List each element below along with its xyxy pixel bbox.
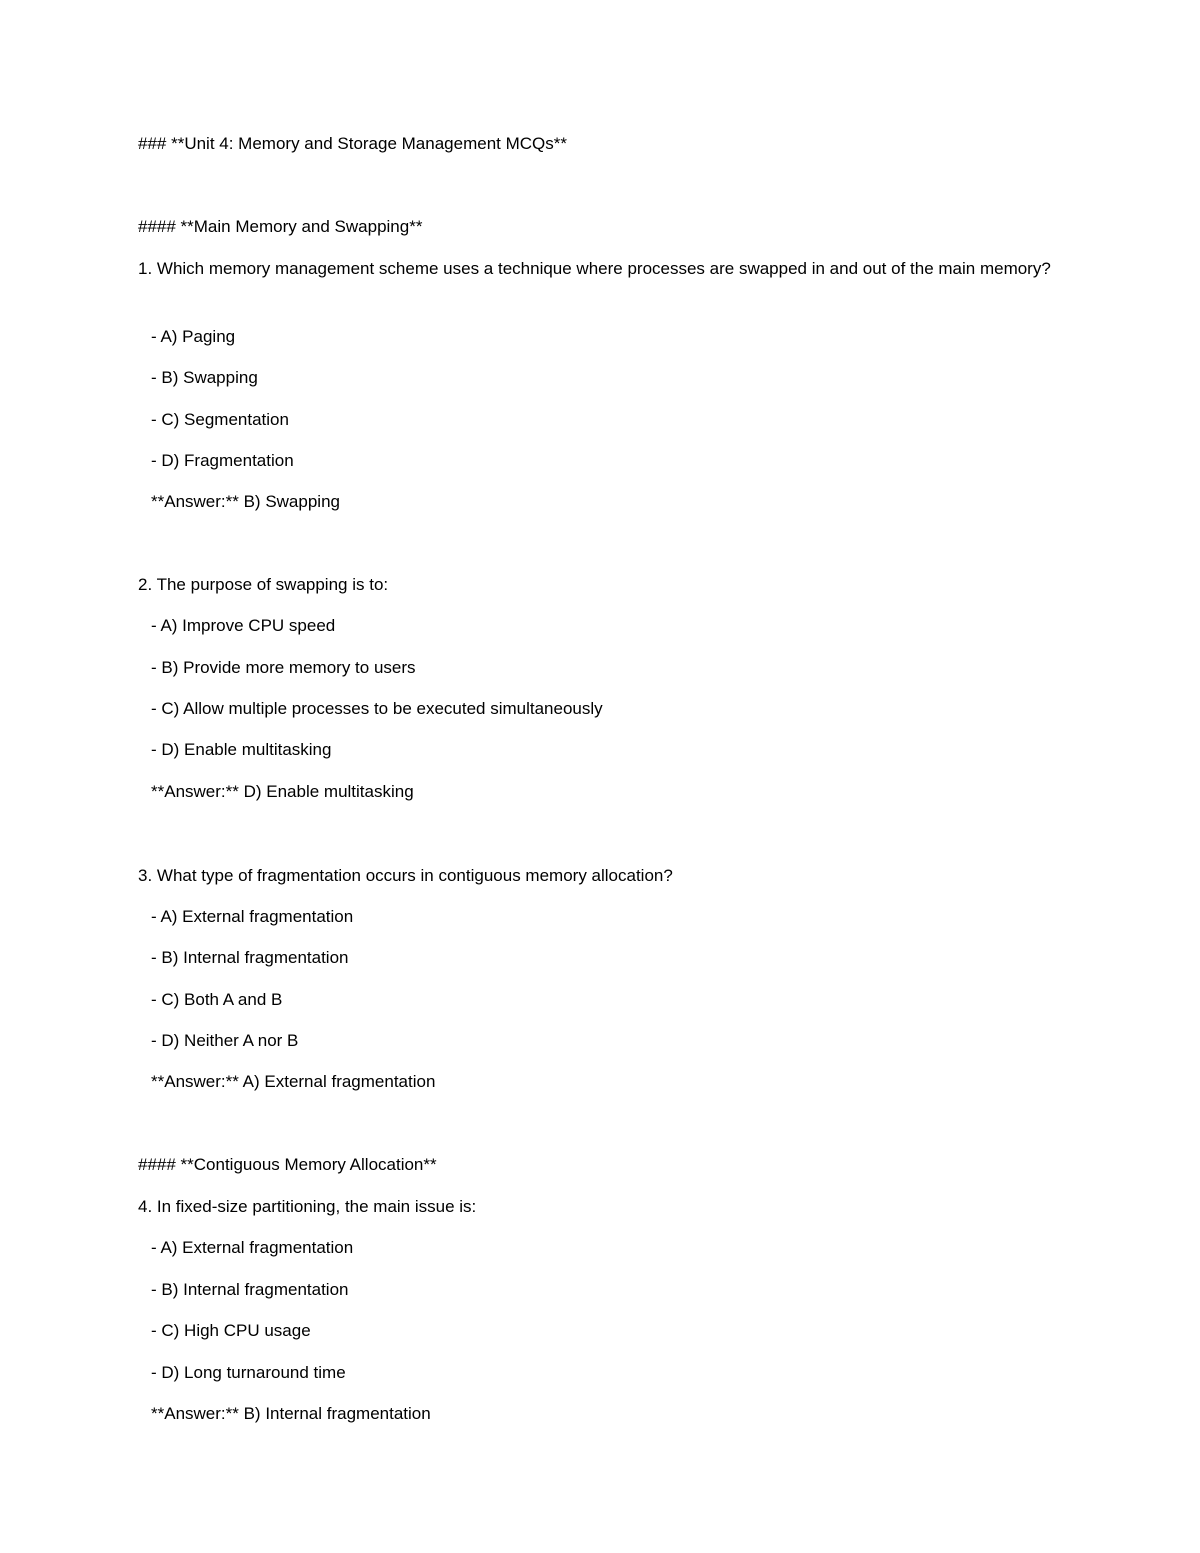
question-4-option-b: - B) Internal fragmentation (151, 1280, 349, 1299)
question-4-option-d: - D) Long turnaround time (151, 1363, 346, 1382)
unit-heading: ### **Unit 4: Memory and Storage Management MCQs** (138, 134, 567, 153)
section-heading-main-memory: #### **Main Memory and Swapping** (138, 217, 423, 236)
question-1-text: 1. Which memory management scheme uses a technique where processes are swapped in and out of the main memory? (138, 259, 1051, 278)
question-2-option-a: - A) Improve CPU speed (151, 616, 336, 635)
question-3-option-a: - A) External fragmentation (151, 907, 354, 926)
question-2-answer: **Answer:** D) Enable multitasking (151, 782, 414, 801)
question-4-option-c: - C) High CPU usage (151, 1321, 311, 1340)
question-2-text: 2. The purpose of swapping is to: (138, 575, 389, 594)
question-2-option-c: - C) Allow multiple processes to be executed simultaneously (151, 699, 603, 718)
question-3-text: 3. What type of fragmentation occurs in contiguous memory allocation? (138, 866, 673, 885)
question-1-option-b: - B) Swapping (151, 368, 258, 387)
question-4-option-a: - A) External fragmentation (151, 1238, 354, 1257)
question-4-text: 4. In fixed-size partitioning, the main issue is: (138, 1197, 477, 1216)
question-4-answer: **Answer:** B) Internal fragmentation (151, 1404, 431, 1423)
question-3-answer: **Answer:** A) External fragmentation (151, 1072, 436, 1091)
question-1-option-a: - A) Paging (151, 327, 236, 346)
question-3-option-d: - D) Neither A nor B (151, 1031, 299, 1050)
question-1-option-d: - D) Fragmentation (151, 451, 294, 470)
question-1-answer: **Answer:** B) Swapping (151, 492, 340, 511)
question-3-option-c: - C) Both A and B (151, 990, 283, 1009)
question-3-option-b: - B) Internal fragmentation (151, 948, 349, 967)
question-2-option-b: - B) Provide more memory to users (151, 658, 416, 677)
question-1-option-c: - C) Segmentation (151, 410, 289, 429)
question-2-option-d: - D) Enable multitasking (151, 740, 332, 759)
section-heading-contiguous: #### **Contiguous Memory Allocation** (138, 1155, 437, 1174)
